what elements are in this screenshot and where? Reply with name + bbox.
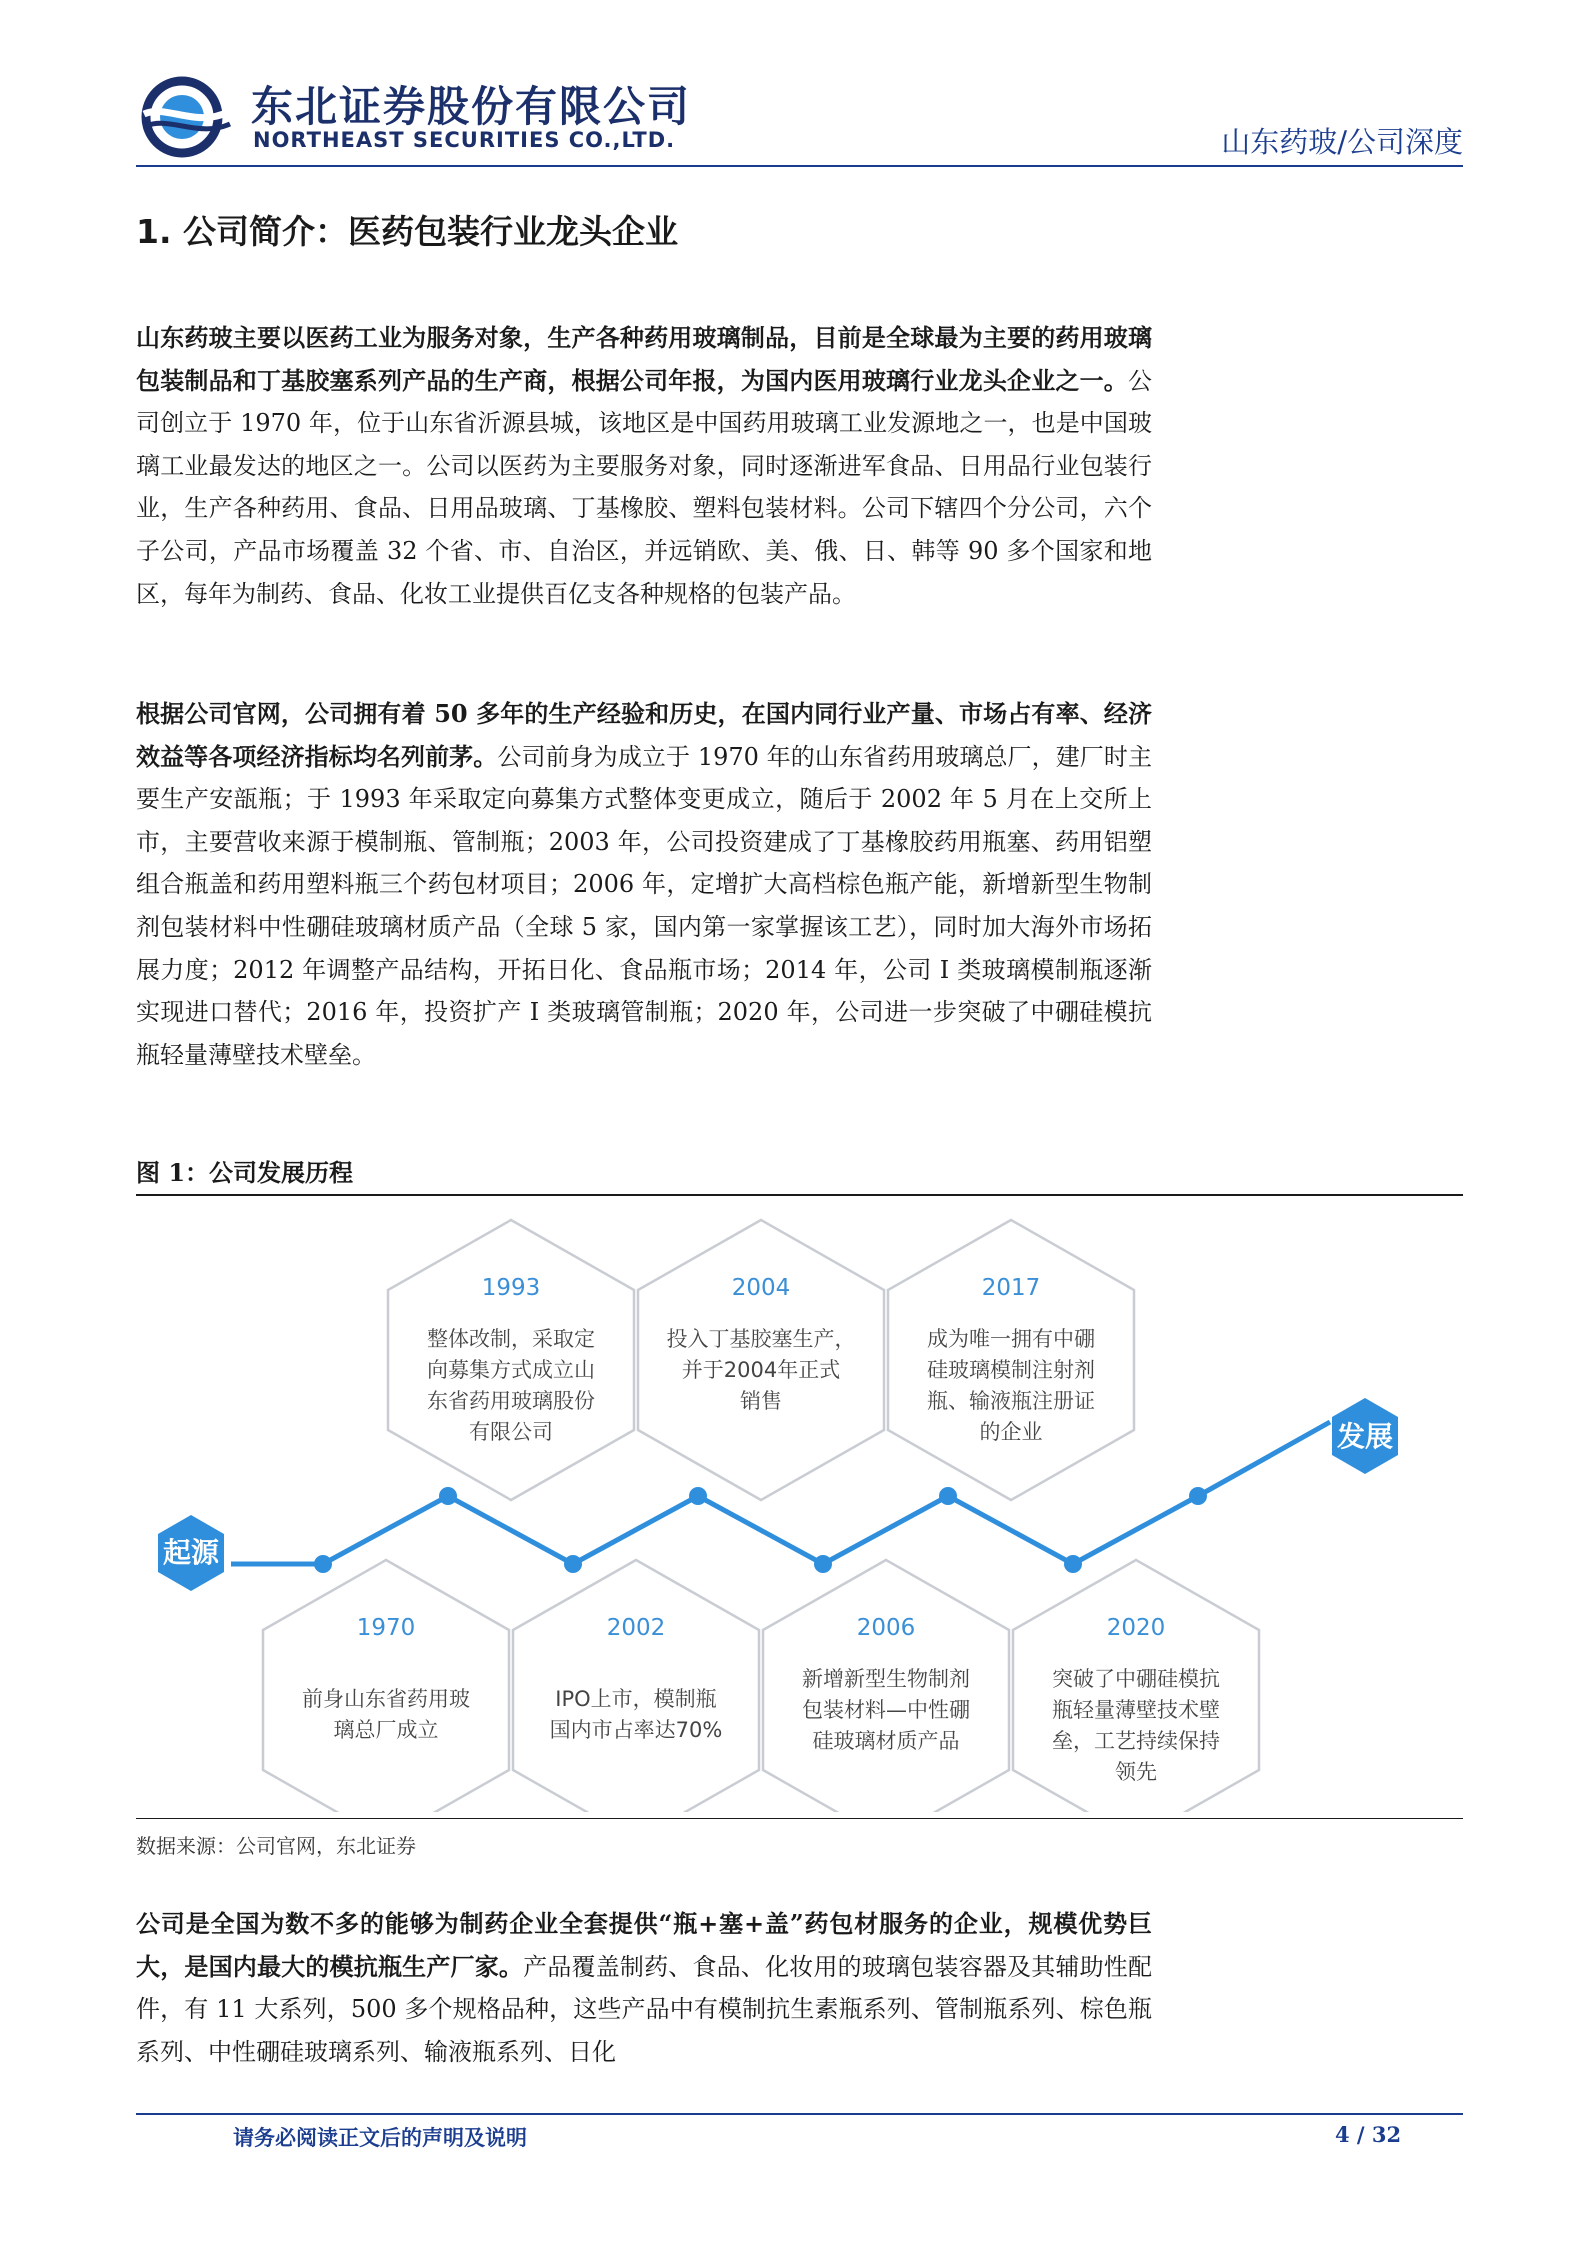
start-label: 起源 — [162, 1536, 220, 1569]
milestone-text-2017-line-4: 的企业 — [979, 1420, 1043, 1444]
milestone-year-1993: 1993 — [481, 1275, 541, 1301]
timeline-dot-3 — [564, 1555, 582, 1573]
milestone-text-2017-line-1: 成为唯一拥有中硼 — [927, 1327, 1095, 1351]
report-tag: 山东药玻/公司深度 — [1221, 125, 1463, 159]
milestone-text-1970-line-2: 璃总厂成立 — [333, 1718, 439, 1742]
paragraph-history-bold: 根据公司官网，公司拥有着 50 多年的生产经验和历史，在国内同行业产量、市场占有率、经济效益等各项经济指标均名列前茅。 — [136, 699, 1152, 771]
header-divider — [136, 165, 1463, 167]
milestone-year-1970: 1970 — [356, 1615, 416, 1641]
footer-notice: 请务必阅读正文后的声明及说明 — [233, 2125, 527, 2150]
milestone-text-1993-line-1: 整体改制，采取定 — [427, 1327, 595, 1351]
milestone-text-2006-line-2: 包装材料—中性硼 — [802, 1698, 970, 1722]
company-logo-icon — [136, 76, 236, 158]
paragraph-history — [136, 693, 1152, 1076]
milestone-year-2002: 2002 — [606, 1615, 666, 1641]
paragraph-products — [136, 1903, 1152, 2073]
timeline-dot-2 — [439, 1487, 457, 1505]
timeline-dot-1 — [314, 1555, 332, 1573]
timeline-dot-7 — [1064, 1555, 1082, 1573]
milestone-text-2020-line-2: 瓶轻量薄壁技术壁 — [1052, 1698, 1220, 1722]
milestone-text-1970-line-1: 前身山东省药用玻 — [302, 1687, 470, 1711]
paragraph-products-text: 产品覆盖制药、食品、化妆用的玻璃包装容器及其辅助性配件，有 11 大系列，500 多个规格品种，这些产品中有模制抗生素瓶系列、管制瓶系列、棕色瓶系列、中性硼硅玻璃系列、输液瓶系列、日化 — [136, 1952, 1153, 2066]
company-name-en: NORTHEAST SECURITIES CO.,LTD. — [253, 128, 676, 152]
paragraph-history-text: 公司前身为成立于 1970 年的山东省药用玻璃总厂，建厂时主要生产安瓿瓶；于 1993 年采取定向募集方式整体变更成立，随后于 2002 年 5 月在上交所上市，主要营收来源于模制瓶、管制瓶；2003 年，公司投资建成了丁基橡胶药用瓶塞、药用铝塑组合瓶盖和药用塑料瓶三个药包材项目；2006 年，定增扩大高档棕色瓶产能，新增新型生物制剂包装材料中性硼硅玻璃材质产品（全球 5 家，国内第一家掌握该工艺），同时加大海外市场拓展力度；2012 年调整产品结构，开拓日化、食品瓶市场；2014 年，公司 I 类玻璃模制瓶逐渐实现进口替代；2016 年，投资扩产 I 类玻璃管制瓶；2020 年，公司进一步突破了中硼硅模抗瓶轻量薄壁技术壁垒。 — [136, 742, 1152, 1069]
timeline-dot-5 — [814, 1555, 832, 1573]
company-name-cn: 东北证券股份有限公司 — [251, 82, 692, 131]
page-number: 4 / 32 — [1335, 2122, 1402, 2147]
milestone-year-2017: 2017 — [981, 1275, 1041, 1301]
milestone-hexagon-2002 — [513, 1560, 759, 1812]
development-timeline — [136, 1200, 1463, 1812]
footer-divider — [136, 2113, 1463, 2115]
milestone-text-2020-line-1: 突破了中硼硅模抗 — [1052, 1667, 1220, 1691]
timeline-dot-6 — [939, 1487, 957, 1505]
milestone-year-2020: 2020 — [1106, 1615, 1166, 1641]
milestone-text-2004-line-3: 销售 — [740, 1389, 782, 1413]
milestone-text-2002-line-1: IPO上市，模制瓶 — [555, 1687, 717, 1711]
timeline-dot-4 — [689, 1487, 707, 1505]
paragraph-intro — [136, 317, 1152, 615]
milestone-text-2004-line-1: 投入丁基胶塞生产， — [666, 1327, 856, 1351]
section-title: 1. 公司简介：医药包装行业龙头企业 — [136, 212, 678, 251]
figure-bottom-rule — [136, 1818, 1463, 1819]
milestone-hexagon-1970 — [263, 1560, 509, 1812]
milestone-year-2006: 2006 — [856, 1615, 916, 1641]
paragraph-products-bold: 公司是全国为数不多的能够为制药企业全套提供“瓶+塞+盖”药包材服务的企业，规模优势巨大，是国内最大的模抗瓶生产厂家。 — [136, 1909, 1152, 1981]
figure-title: 图 1：公司发展历程 — [136, 1158, 354, 1187]
milestone-text-2017-line-3: 瓶、输液瓶注册证 — [927, 1389, 1095, 1413]
milestone-text-2006-line-3: 硅玻璃材质产品 — [812, 1729, 960, 1753]
page-header — [136, 68, 1463, 163]
paragraph-intro-text: 公司创立于 1970 年，位于山东省沂源县城，该地区是中国药用玻璃工业发源地之一，也是中国玻璃工业最发达的地区之一。公司以医药为主要服务对象，同时逐渐进军食品、日用品行业包装行业，生产各种药用、食品、日用品玻璃、丁基橡胶、塑料包装材料。公司下辖四个分公司，六个子公司，产品市场覆盖 32 个省、市、自治区，并远销欧、美、俄、日、韩等 90 多个国家和地区，每年为制药、食品、化妆工业提供百亿支各种规格的包装产品。 — [136, 366, 1152, 608]
milestone-text-1993-line-4: 有限公司 — [469, 1420, 553, 1444]
end-label: 发展 — [1336, 1420, 1394, 1453]
start-badge — [158, 1515, 224, 1591]
end-badge — [1332, 1398, 1398, 1474]
milestone-text-2002-line-2: 国内市占率达70% — [549, 1718, 723, 1742]
timeline-dot-8 — [1189, 1487, 1207, 1505]
paragraph-intro-bold: 山东药玻主要以医药工业为服务对象，生产各种药用玻璃制品，目前是全球最为主要的药用玻璃包装制品和丁基胶塞系列产品的生产商，根据公司年报，为国内医用玻璃行业龙头企业之一。 — [136, 323, 1152, 395]
milestone-text-2020-line-4: 领先 — [1115, 1760, 1157, 1784]
milestone-year-2004: 2004 — [731, 1275, 791, 1301]
milestone-text-2020-line-3: 垒，工艺持续保持 — [1052, 1729, 1220, 1753]
figure-source: 数据来源：公司官网，东北证券 — [136, 1834, 416, 1858]
milestone-text-2017-line-2: 硅玻璃模制注射剂 — [927, 1358, 1095, 1382]
milestone-text-2004-line-2: 并于2004年正式 — [681, 1358, 841, 1382]
milestone-text-2006-line-1: 新增新型生物制剂 — [802, 1667, 970, 1691]
figure-top-rule — [136, 1194, 1463, 1196]
milestone-text-1993-line-3: 东省药用玻璃股份 — [427, 1389, 595, 1413]
milestone-text-1993-line-2: 向募集方式成立山 — [427, 1358, 595, 1382]
